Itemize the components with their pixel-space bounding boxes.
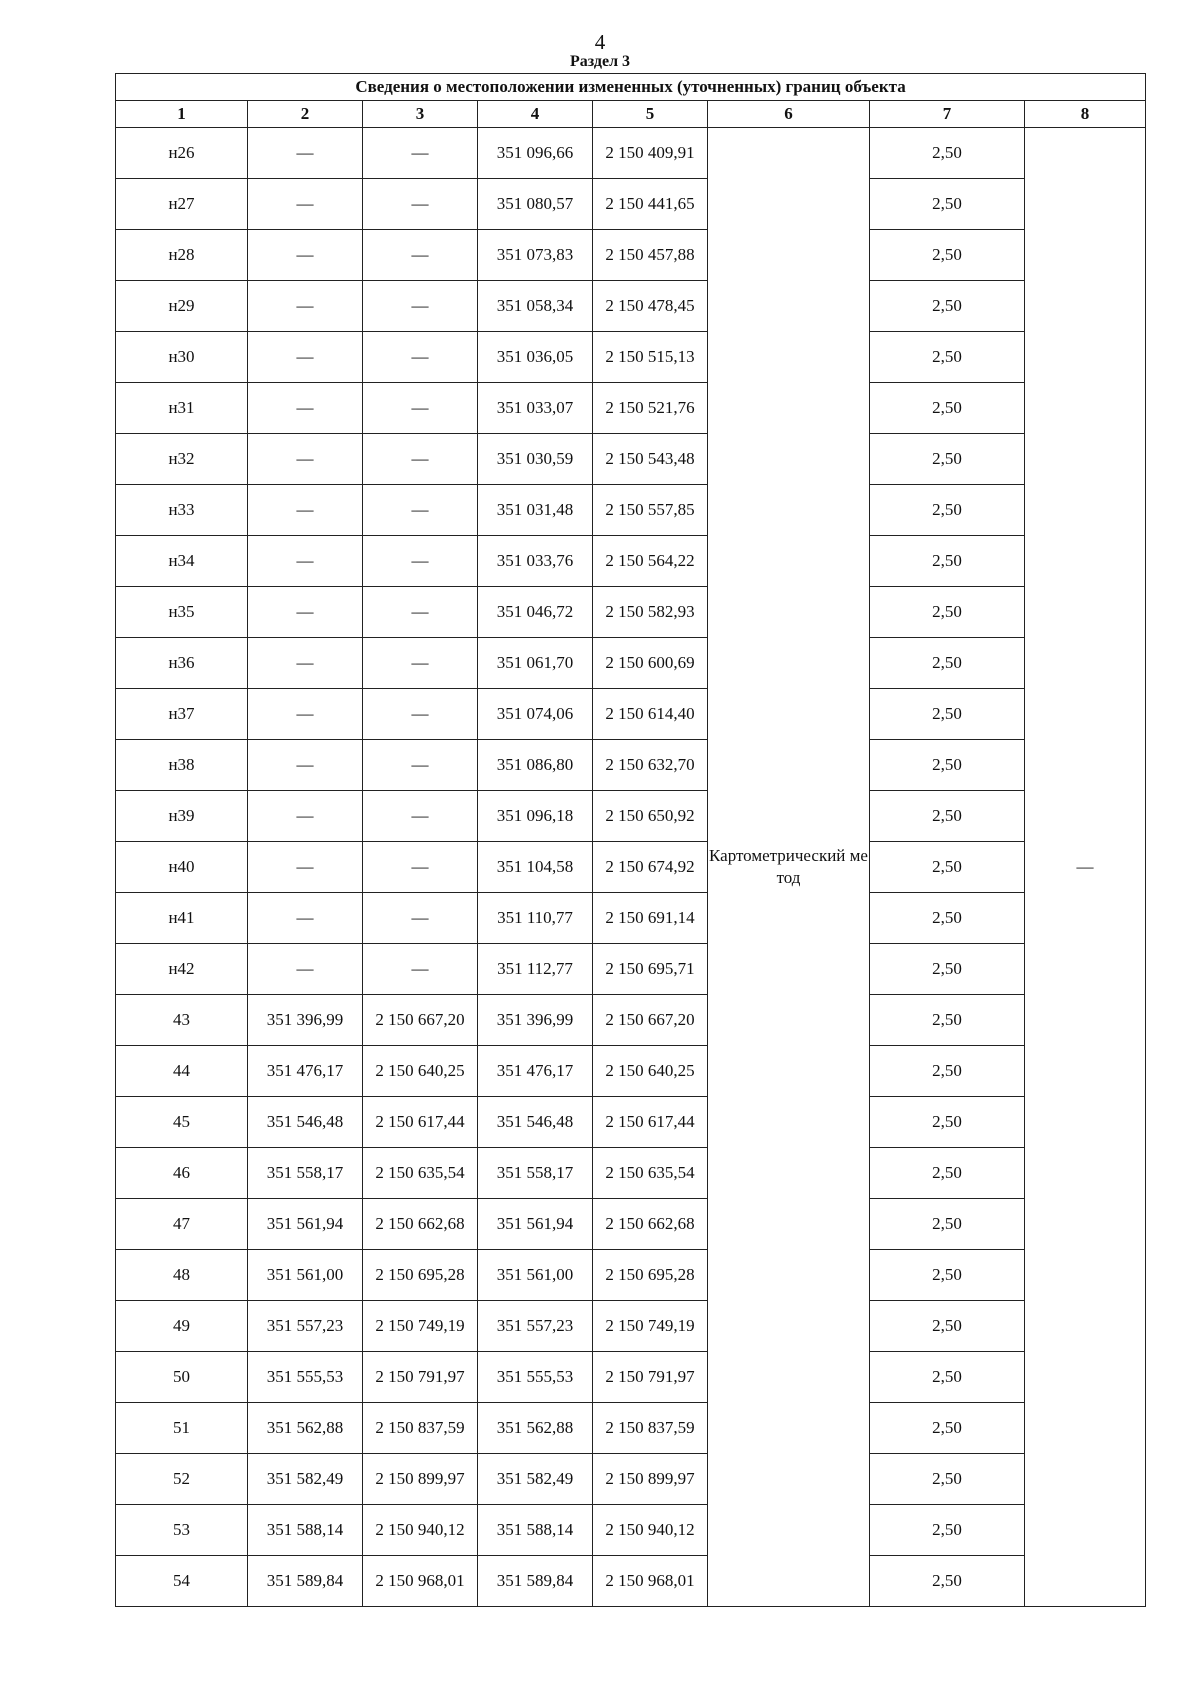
accuracy-cell: 2,50 — [870, 944, 1025, 995]
column-number-6: 6 — [708, 101, 870, 128]
y-new-cell: 2 150 650,92 — [593, 791, 708, 842]
y-old-cell: — — [363, 587, 478, 638]
column-number-4: 4 — [478, 101, 593, 128]
y-old-cell: — — [363, 485, 478, 536]
y-old-cell: — — [363, 944, 478, 995]
point-cell: н33 — [116, 485, 248, 536]
x-old-cell: 351 562,88 — [248, 1403, 363, 1454]
x-old-cell: 351 582,49 — [248, 1454, 363, 1505]
y-old-cell: 2 150 667,20 — [363, 995, 478, 1046]
x-old-cell: — — [248, 791, 363, 842]
table-row — [116, 1505, 1146, 1556]
accuracy-cell: 2,50 — [870, 1505, 1025, 1556]
x-old-cell: — — [248, 587, 363, 638]
y-new-cell: 2 150 457,88 — [593, 230, 708, 281]
accuracy-cell: 2,50 — [870, 1148, 1025, 1199]
x-new-cell: 351 096,66 — [478, 128, 593, 179]
point-cell: н39 — [116, 791, 248, 842]
point-cell: н41 — [116, 893, 248, 944]
table-caption: Сведения о местоположении измененных (уточненных) границ объекта — [116, 74, 1146, 101]
table-row — [116, 485, 1146, 536]
y-old-cell: — — [363, 332, 478, 383]
section-title: Раздел 3 — [569, 53, 631, 70]
accuracy-cell: 2,50 — [870, 1403, 1025, 1454]
accuracy-cell: 2,50 — [870, 1097, 1025, 1148]
point-cell: 53 — [116, 1505, 248, 1556]
y-new-cell: 2 150 640,25 — [593, 1046, 708, 1097]
table-row — [116, 944, 1146, 995]
x-old-cell: — — [248, 485, 363, 536]
table-row — [116, 689, 1146, 740]
y-new-cell: 2 150 557,85 — [593, 485, 708, 536]
point-cell: н32 — [116, 434, 248, 485]
accuracy-cell: 2,50 — [870, 281, 1025, 332]
x-new-cell: 351 112,77 — [478, 944, 593, 995]
point-cell: н28 — [116, 230, 248, 281]
y-new-cell: 2 150 837,59 — [593, 1403, 708, 1454]
point-cell: 49 — [116, 1301, 248, 1352]
table-row — [116, 1352, 1146, 1403]
y-new-cell: 2 150 515,13 — [593, 332, 708, 383]
x-new-cell: 351 080,57 — [478, 179, 593, 230]
y-new-cell: 2 150 582,93 — [593, 587, 708, 638]
x-new-cell: 351 046,72 — [478, 587, 593, 638]
y-new-cell: 2 150 600,69 — [593, 638, 708, 689]
x-new-cell: 351 558,17 — [478, 1148, 593, 1199]
point-cell: н31 — [116, 383, 248, 434]
x-new-cell: 351 096,18 — [478, 791, 593, 842]
table-row — [116, 1097, 1146, 1148]
accuracy-cell: 2,50 — [870, 1352, 1025, 1403]
y-old-cell: 2 150 791,97 — [363, 1352, 478, 1403]
x-new-cell: 351 589,84 — [478, 1556, 593, 1607]
y-old-cell: — — [363, 179, 478, 230]
x-new-cell: 351 396,99 — [478, 995, 593, 1046]
y-old-cell: 2 150 749,19 — [363, 1301, 478, 1352]
point-cell: 50 — [116, 1352, 248, 1403]
y-new-cell: 2 150 791,97 — [593, 1352, 708, 1403]
x-old-cell: — — [248, 689, 363, 740]
x-old-cell: 351 476,17 — [248, 1046, 363, 1097]
y-old-cell: — — [363, 128, 478, 179]
x-old-cell: 351 561,00 — [248, 1250, 363, 1301]
table-row — [116, 230, 1146, 281]
accuracy-cell: 2,50 — [870, 434, 1025, 485]
accuracy-cell: 2,50 — [870, 1454, 1025, 1505]
x-new-cell: 351 058,34 — [478, 281, 593, 332]
point-cell: н40 — [116, 842, 248, 893]
point-cell: н38 — [116, 740, 248, 791]
y-new-cell: 2 150 662,68 — [593, 1199, 708, 1250]
table-row — [116, 1556, 1146, 1607]
y-old-cell: — — [363, 536, 478, 587]
table-row — [116, 1301, 1146, 1352]
x-old-cell: — — [248, 332, 363, 383]
note-cell: — — [1025, 128, 1146, 1607]
column-number-3: 3 — [363, 101, 478, 128]
x-old-cell: — — [248, 128, 363, 179]
x-old-cell: 351 546,48 — [248, 1097, 363, 1148]
x-old-cell: 351 558,17 — [248, 1148, 363, 1199]
accuracy-cell: 2,50 — [870, 179, 1025, 230]
x-new-cell: 351 561,00 — [478, 1250, 593, 1301]
x-old-cell: — — [248, 281, 363, 332]
table-row — [116, 1403, 1146, 1454]
table-row — [116, 638, 1146, 689]
page-number: 4 — [594, 30, 606, 54]
accuracy-cell: 2,50 — [870, 332, 1025, 383]
point-cell: 45 — [116, 1097, 248, 1148]
y-new-cell: 2 150 968,01 — [593, 1556, 708, 1607]
x-old-cell: 351 561,94 — [248, 1199, 363, 1250]
x-old-cell: — — [248, 179, 363, 230]
column-number-7: 7 — [870, 101, 1025, 128]
table-body — [116, 128, 1146, 1607]
y-new-cell: 2 150 667,20 — [593, 995, 708, 1046]
x-new-cell: 351 561,94 — [478, 1199, 593, 1250]
y-old-cell: — — [363, 842, 478, 893]
y-new-cell: 2 150 441,65 — [593, 179, 708, 230]
y-new-cell: 2 150 899,97 — [593, 1454, 708, 1505]
y-new-cell: 2 150 940,12 — [593, 1505, 708, 1556]
point-cell: 43 — [116, 995, 248, 1046]
table-row — [116, 383, 1146, 434]
x-new-cell: 351 086,80 — [478, 740, 593, 791]
x-old-cell: 351 396,99 — [248, 995, 363, 1046]
point-cell: 44 — [116, 1046, 248, 1097]
accuracy-cell: 2,50 — [870, 536, 1025, 587]
x-new-cell: 351 073,83 — [478, 230, 593, 281]
point-cell: н36 — [116, 638, 248, 689]
y-new-cell: 2 150 543,48 — [593, 434, 708, 485]
table-row — [116, 536, 1146, 587]
x-old-cell: — — [248, 740, 363, 791]
y-old-cell: — — [363, 893, 478, 944]
accuracy-cell: 2,50 — [870, 128, 1025, 179]
table-row — [116, 995, 1146, 1046]
table-row — [116, 1148, 1146, 1199]
accuracy-cell: 2,50 — [870, 383, 1025, 434]
accuracy-cell: 2,50 — [870, 1556, 1025, 1607]
x-new-cell: 351 074,06 — [478, 689, 593, 740]
table-row — [116, 1199, 1146, 1250]
y-new-cell: 2 150 564,22 — [593, 536, 708, 587]
y-new-cell: 2 150 409,91 — [593, 128, 708, 179]
table-row — [116, 842, 1146, 893]
table-row — [116, 740, 1146, 791]
x-new-cell: 351 557,23 — [478, 1301, 593, 1352]
y-old-cell: — — [363, 434, 478, 485]
column-number-8: 8 — [1025, 101, 1146, 128]
y-old-cell: — — [363, 791, 478, 842]
accuracy-cell: 2,50 — [870, 842, 1025, 893]
y-old-cell: 2 150 968,01 — [363, 1556, 478, 1607]
x-old-cell: 351 589,84 — [248, 1556, 363, 1607]
point-cell: н42 — [116, 944, 248, 995]
accuracy-cell: 2,50 — [870, 791, 1025, 842]
point-cell: 47 — [116, 1199, 248, 1250]
table-row — [116, 1250, 1146, 1301]
y-new-cell: 2 150 749,19 — [593, 1301, 708, 1352]
point-cell: н34 — [116, 536, 248, 587]
x-old-cell: — — [248, 536, 363, 587]
accuracy-cell: 2,50 — [870, 995, 1025, 1046]
x-old-cell: 351 555,53 — [248, 1352, 363, 1403]
point-cell: н37 — [116, 689, 248, 740]
x-old-cell: — — [248, 944, 363, 995]
x-old-cell: 351 557,23 — [248, 1301, 363, 1352]
table-row — [116, 791, 1146, 842]
point-cell: н26 — [116, 128, 248, 179]
accuracy-cell: 2,50 — [870, 1301, 1025, 1352]
accuracy-cell: 2,50 — [870, 587, 1025, 638]
x-new-cell: 351 036,05 — [478, 332, 593, 383]
x-new-cell: 351 104,58 — [478, 842, 593, 893]
x-old-cell: 351 588,14 — [248, 1505, 363, 1556]
boundary-coordinates-table — [115, 73, 1146, 1607]
y-new-cell: 2 150 478,45 — [593, 281, 708, 332]
accuracy-cell: 2,50 — [870, 689, 1025, 740]
point-cell: н35 — [116, 587, 248, 638]
y-old-cell: — — [363, 740, 478, 791]
point-cell: 51 — [116, 1403, 248, 1454]
x-old-cell: — — [248, 434, 363, 485]
table-row — [116, 179, 1146, 230]
table-row — [116, 281, 1146, 332]
y-new-cell: 2 150 617,44 — [593, 1097, 708, 1148]
accuracy-cell: 2,50 — [870, 1199, 1025, 1250]
point-cell: н30 — [116, 332, 248, 383]
table-row — [116, 587, 1146, 638]
y-old-cell: 2 150 640,25 — [363, 1046, 478, 1097]
y-old-cell: — — [363, 638, 478, 689]
y-old-cell: 2 150 940,12 — [363, 1505, 478, 1556]
column-number-1: 1 — [116, 101, 248, 128]
x-new-cell: 351 031,48 — [478, 485, 593, 536]
point-cell: 54 — [116, 1556, 248, 1607]
column-number-5: 5 — [593, 101, 708, 128]
y-new-cell: 2 150 695,71 — [593, 944, 708, 995]
x-new-cell: 351 110,77 — [478, 893, 593, 944]
y-new-cell: 2 150 674,92 — [593, 842, 708, 893]
table-row — [116, 128, 1146, 179]
x-new-cell: 351 061,70 — [478, 638, 593, 689]
y-old-cell: — — [363, 689, 478, 740]
accuracy-cell: 2,50 — [870, 1250, 1025, 1301]
y-old-cell: 2 150 617,44 — [363, 1097, 478, 1148]
x-old-cell: — — [248, 383, 363, 434]
x-old-cell: — — [248, 638, 363, 689]
column-number-2: 2 — [248, 101, 363, 128]
table-row — [116, 1454, 1146, 1505]
y-old-cell: 2 150 899,97 — [363, 1454, 478, 1505]
accuracy-cell: 2,50 — [870, 638, 1025, 689]
point-cell: н29 — [116, 281, 248, 332]
accuracy-cell: 2,50 — [870, 740, 1025, 791]
x-new-cell: 351 582,49 — [478, 1454, 593, 1505]
table-row — [116, 1046, 1146, 1097]
x-old-cell: — — [248, 842, 363, 893]
y-new-cell: 2 150 695,28 — [593, 1250, 708, 1301]
x-new-cell: 351 033,07 — [478, 383, 593, 434]
accuracy-cell: 2,50 — [870, 230, 1025, 281]
table-row — [116, 332, 1146, 383]
x-new-cell: 351 546,48 — [478, 1097, 593, 1148]
y-old-cell: — — [363, 281, 478, 332]
y-old-cell: 2 150 695,28 — [363, 1250, 478, 1301]
table-row — [116, 893, 1146, 944]
y-old-cell: 2 150 662,68 — [363, 1199, 478, 1250]
column-number-row — [116, 101, 1146, 128]
y-new-cell: 2 150 521,76 — [593, 383, 708, 434]
x-new-cell: 351 033,76 — [478, 536, 593, 587]
point-cell: н27 — [116, 179, 248, 230]
x-old-cell: — — [248, 230, 363, 281]
point-cell: 52 — [116, 1454, 248, 1505]
y-new-cell: 2 150 691,14 — [593, 893, 708, 944]
y-old-cell: 2 150 635,54 — [363, 1148, 478, 1199]
x-new-cell: 351 476,17 — [478, 1046, 593, 1097]
accuracy-cell: 2,50 — [870, 893, 1025, 944]
point-cell: 46 — [116, 1148, 248, 1199]
y-new-cell: 2 150 635,54 — [593, 1148, 708, 1199]
y-old-cell: — — [363, 383, 478, 434]
x-new-cell: 351 588,14 — [478, 1505, 593, 1556]
y-old-cell: — — [363, 230, 478, 281]
table-row — [116, 434, 1146, 485]
point-cell: 48 — [116, 1250, 248, 1301]
x-new-cell: 351 562,88 — [478, 1403, 593, 1454]
x-new-cell: 351 030,59 — [478, 434, 593, 485]
accuracy-cell: 2,50 — [870, 1046, 1025, 1097]
x-new-cell: 351 555,53 — [478, 1352, 593, 1403]
x-old-cell: — — [248, 893, 363, 944]
y-new-cell: 2 150 632,70 — [593, 740, 708, 791]
method-cell: Картометрический метод — [708, 128, 870, 1607]
y-new-cell: 2 150 614,40 — [593, 689, 708, 740]
y-old-cell: 2 150 837,59 — [363, 1403, 478, 1454]
accuracy-cell: 2,50 — [870, 485, 1025, 536]
